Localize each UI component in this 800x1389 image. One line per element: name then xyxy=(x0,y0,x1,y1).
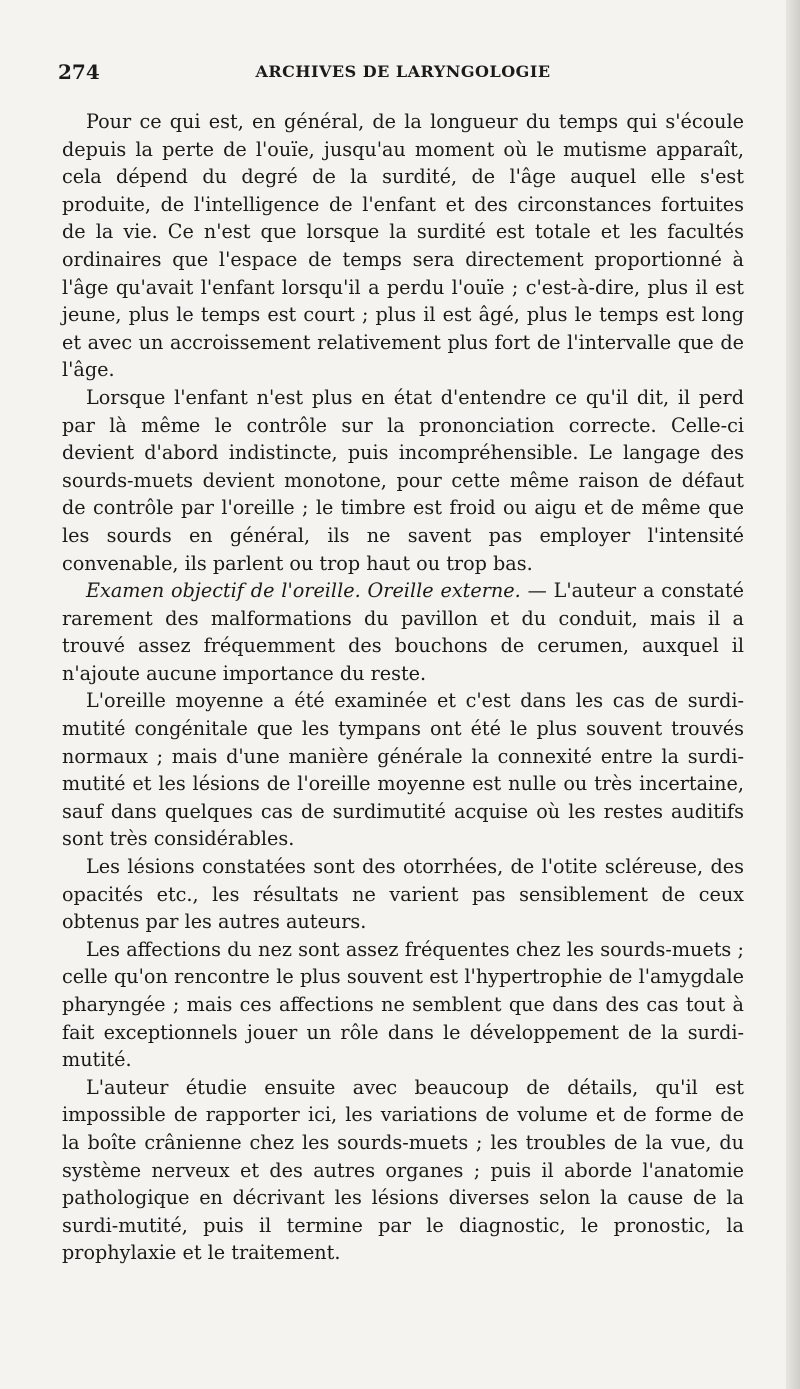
body-text xyxy=(62,108,744,1267)
paragraph: L'oreille moyenne a été examinée et c'est dans les cas de surdi-mutité congénitale que les tympans ont été le plus souvent trouvés normaux ; mais d'une manière générale la connexité entre la surdi-mutité et les lésions de l'oreille moyenne est nulle ou très incertaine, sauf dans quelques cas de surdimutité acquise où les restes auditifs sont très considérables. xyxy=(62,689,744,851)
paragraph: L'auteur étudie ensuite avec beaucoup de détails, qu'il est impossible de rapporter ici, les variations de volume et de forme de la boîte crânienne chez les sourds-muets ; les troubles de la vue, du système nerveux et des autres organes ; puis il aborde l'anatomie pathologique en décrivant les lésions diverses selon la cause de la surdi-mutité, puis il termine par le diagnostic, le pronostic, la prophylaxie et le traitement. xyxy=(62,1075,744,1265)
paragraph xyxy=(62,577,744,687)
running-title: ARCHIVES DE LARYNGOLOGIE xyxy=(255,62,551,81)
page-header xyxy=(58,60,748,90)
paragraph-text: — L'auteur a constaté rarement des malformations du pavillon et du conduit, mais il a trouvé assez fréquemment des bouchons de cerumen, auxquel il n'ajoute aucune importance du reste. xyxy=(62,579,744,685)
paragraph: Les lésions constatées sont des otorrhées, de l'otite scléreuse, des opacités etc., les résultats ne varient pas sensiblement de ceux obtenus par les autres auteurs. xyxy=(62,855,744,934)
paragraph: Pour ce qui est, en général, de la longueur du temps qui s'écoule depuis la perte de l'ouïe, jusqu'au moment où le mutisme apparaît, cela dépend du degré de la surdité, de l'âge auquel elle s'est produite, de l'intelligence de l'enfant et des circonstances fortuites de la vie. Ce n'est que lorsque la surdité est totale et les facultés ordinaires que l'espace de temps sera directement proportionné à l'âge qu'avait l'enfant lorsqu'il a perdu l'ouïe ; c'est-à-dire, plus il est jeune, plus le temps est court ; plus il est âgé, plus le temps est long et avec un accroissement relativement plus fort de l'intervalle que de l'âge. xyxy=(62,110,744,382)
paragraph: Lorsque l'enfant n'est plus en état d'entendre ce qu'il dit, il perd par là même le contrôle sur la prononciation correcte. Celle-ci devient d'abord indistincte, puis incompréhensible. Le langage des sourds-muets devient monotone, pour cette même raison de défaut de contrôle par l'oreille ; le timbre est froid ou aigu et de même que les sourds en général, ils ne savent pas employer l'intensité convenable, ils parlent ou trop haut ou trop bas. xyxy=(62,385,744,575)
page-edge-shadow xyxy=(786,0,800,1389)
section-heading-italic: Examen objectif de l'oreille. Oreille externe. xyxy=(86,579,521,603)
page-number: 274 xyxy=(58,60,100,84)
paragraph: Les affections du nez sont assez fréquentes chez les sourds-muets ; celle qu'on rencontre le plus souvent est l'hypertrophie de l'amygdale pharyngée ; mais ces affections ne semblent que dans des cas tout à fait exceptionnels jouer un rôle dans le développement de la surdi-mutité. xyxy=(62,937,744,1072)
